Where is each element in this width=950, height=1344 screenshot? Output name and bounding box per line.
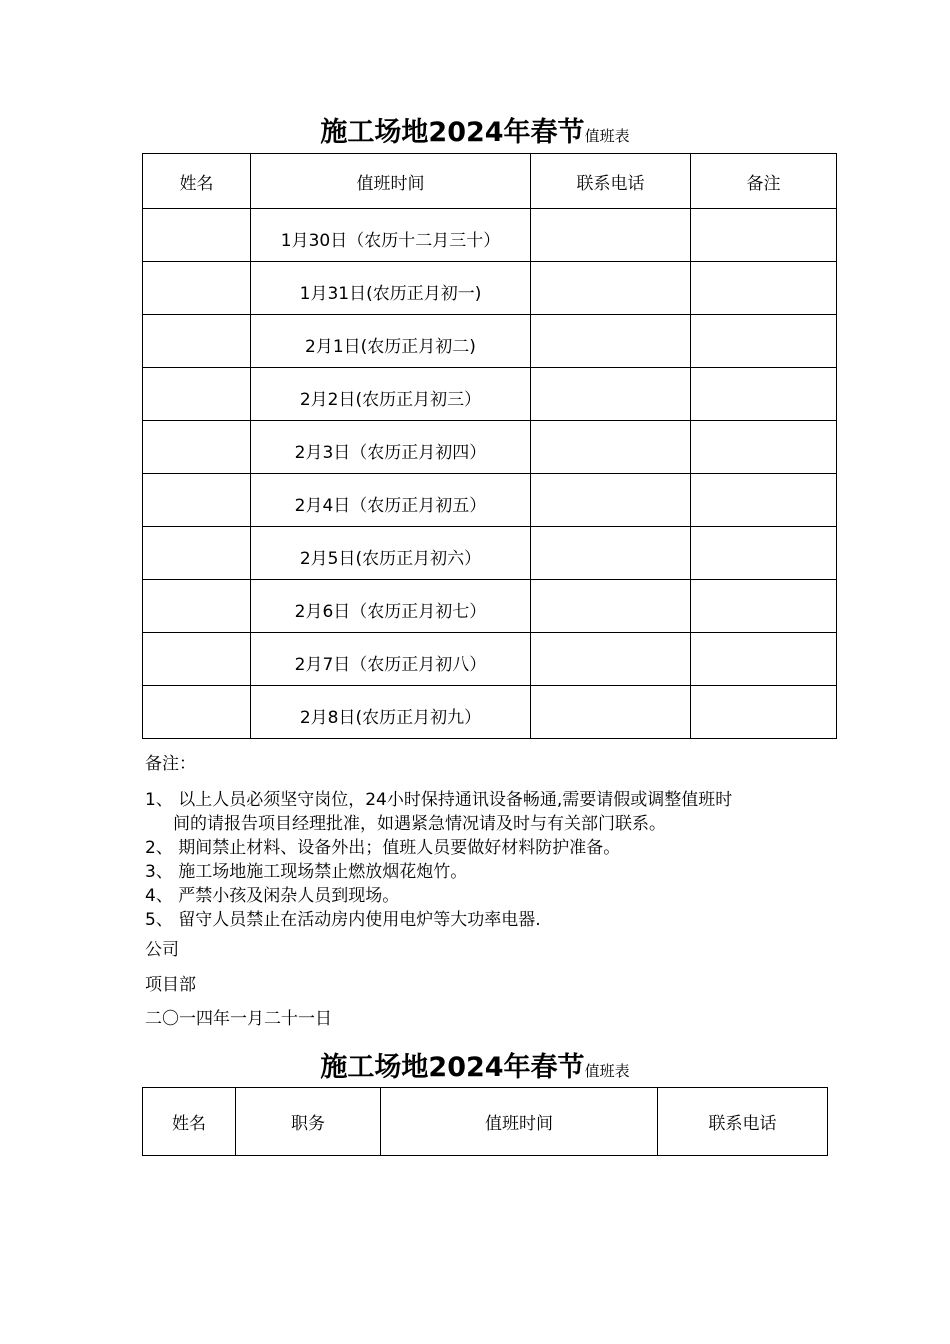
remarks-cell — [691, 580, 837, 633]
note-item: 2、 期间禁止材料、设备外出；值班人员要做好材料防护准备。 — [145, 838, 621, 858]
name-cell — [143, 580, 251, 633]
note-item: 1、 以上人员必须坚守岗位，24小时保持通讯设备畅通,需要请假或调整值班时 — [145, 790, 733, 810]
header-duty-time: 值班时间 — [251, 154, 531, 209]
remarks-cell — [691, 209, 837, 262]
duty-time-cell: 1月30日（农历十二月三十） — [251, 209, 531, 262]
table-row — [143, 580, 837, 633]
name-cell — [143, 474, 251, 527]
signature-department: 项目部 — [145, 975, 196, 995]
duty-schedule-table — [142, 153, 837, 739]
name-cell — [143, 368, 251, 421]
name-cell — [143, 315, 251, 368]
document-title-2 — [0, 1045, 950, 1084]
table-row — [143, 421, 837, 474]
name-cell — [143, 527, 251, 580]
header-phone: 联系电话 — [531, 154, 691, 209]
phone-cell — [531, 580, 691, 633]
phone-cell — [531, 262, 691, 315]
duty-roster-table-2 — [142, 1087, 828, 1156]
name-cell — [143, 262, 251, 315]
remarks-cell — [691, 262, 837, 315]
table-row — [143, 474, 837, 527]
name-cell — [143, 633, 251, 686]
header-name: 姓名 — [143, 1088, 236, 1156]
remarks-cell — [691, 315, 837, 368]
table-row — [143, 262, 837, 315]
signature-company: 公司 — [145, 940, 179, 960]
phone-cell — [531, 527, 691, 580]
remarks-cell — [691, 368, 837, 421]
title-sub: 值班表 — [584, 1062, 630, 1080]
duty-time-cell: 2月6日（农历正月初七） — [251, 580, 531, 633]
table-row — [143, 315, 837, 368]
duty-time-cell: 2月7日（农历正月初八） — [251, 633, 531, 686]
name-cell — [143, 421, 251, 474]
remarks-cell — [691, 686, 837, 739]
note-item: 5、 留守人员禁止在活动房内使用电炉等大功率电器. — [145, 910, 541, 930]
table-row — [143, 368, 837, 421]
header-remarks: 备注 — [691, 154, 837, 209]
notes-heading: 备注： — [145, 754, 196, 774]
phone-cell — [531, 315, 691, 368]
remarks-cell — [691, 527, 837, 580]
header-duty-time: 值班时间 — [381, 1088, 658, 1156]
duty-time-cell: 2月4日（农历正月初五） — [251, 474, 531, 527]
remarks-cell — [691, 474, 837, 527]
remarks-cell — [691, 633, 837, 686]
title-sub: 值班表 — [584, 127, 630, 145]
document-title-1 — [0, 110, 950, 149]
table-header-row — [143, 1088, 828, 1156]
note-item: 3、 施工场地施工现场禁止燃放烟花炮竹。 — [145, 862, 468, 882]
duty-time-cell: 2月2日(农历正月初三） — [251, 368, 531, 421]
notes-section — [145, 752, 835, 932]
title-main: 施工场地2024年春节 — [320, 117, 585, 148]
name-cell — [143, 209, 251, 262]
duty-time-cell: 2月8日(农历正月初九） — [251, 686, 531, 739]
remarks-cell — [691, 421, 837, 474]
phone-cell — [531, 474, 691, 527]
header-position: 职务 — [236, 1088, 381, 1156]
name-cell — [143, 686, 251, 739]
note-item-continuation: 间的请报告项目经理批准，如遇紧急情况请及时与有关部门联系。 — [173, 814, 666, 834]
table-row — [143, 527, 837, 580]
phone-cell — [531, 633, 691, 686]
phone-cell — [531, 421, 691, 474]
phone-cell — [531, 686, 691, 739]
table-header-row — [143, 154, 837, 209]
phone-cell — [531, 368, 691, 421]
title-main: 施工场地2024年春节 — [320, 1052, 585, 1083]
header-name: 姓名 — [143, 154, 251, 209]
phone-cell — [531, 209, 691, 262]
signature-date: 二〇一四年一月二十一日 — [145, 1009, 332, 1029]
table-row — [143, 633, 837, 686]
duty-time-cell: 1月31日(农历正月初一) — [251, 262, 531, 315]
duty-time-cell: 2月3日（农历正月初四） — [251, 421, 531, 474]
table-row — [143, 686, 837, 739]
header-phone: 联系电话 — [658, 1088, 828, 1156]
note-item: 4、 严禁小孩及闲杂人员到现场。 — [145, 886, 400, 906]
duty-time-cell: 2月5日(农历正月初六） — [251, 527, 531, 580]
duty-time-cell: 2月1日(农历正月初二) — [251, 315, 531, 368]
table-row — [143, 209, 837, 262]
